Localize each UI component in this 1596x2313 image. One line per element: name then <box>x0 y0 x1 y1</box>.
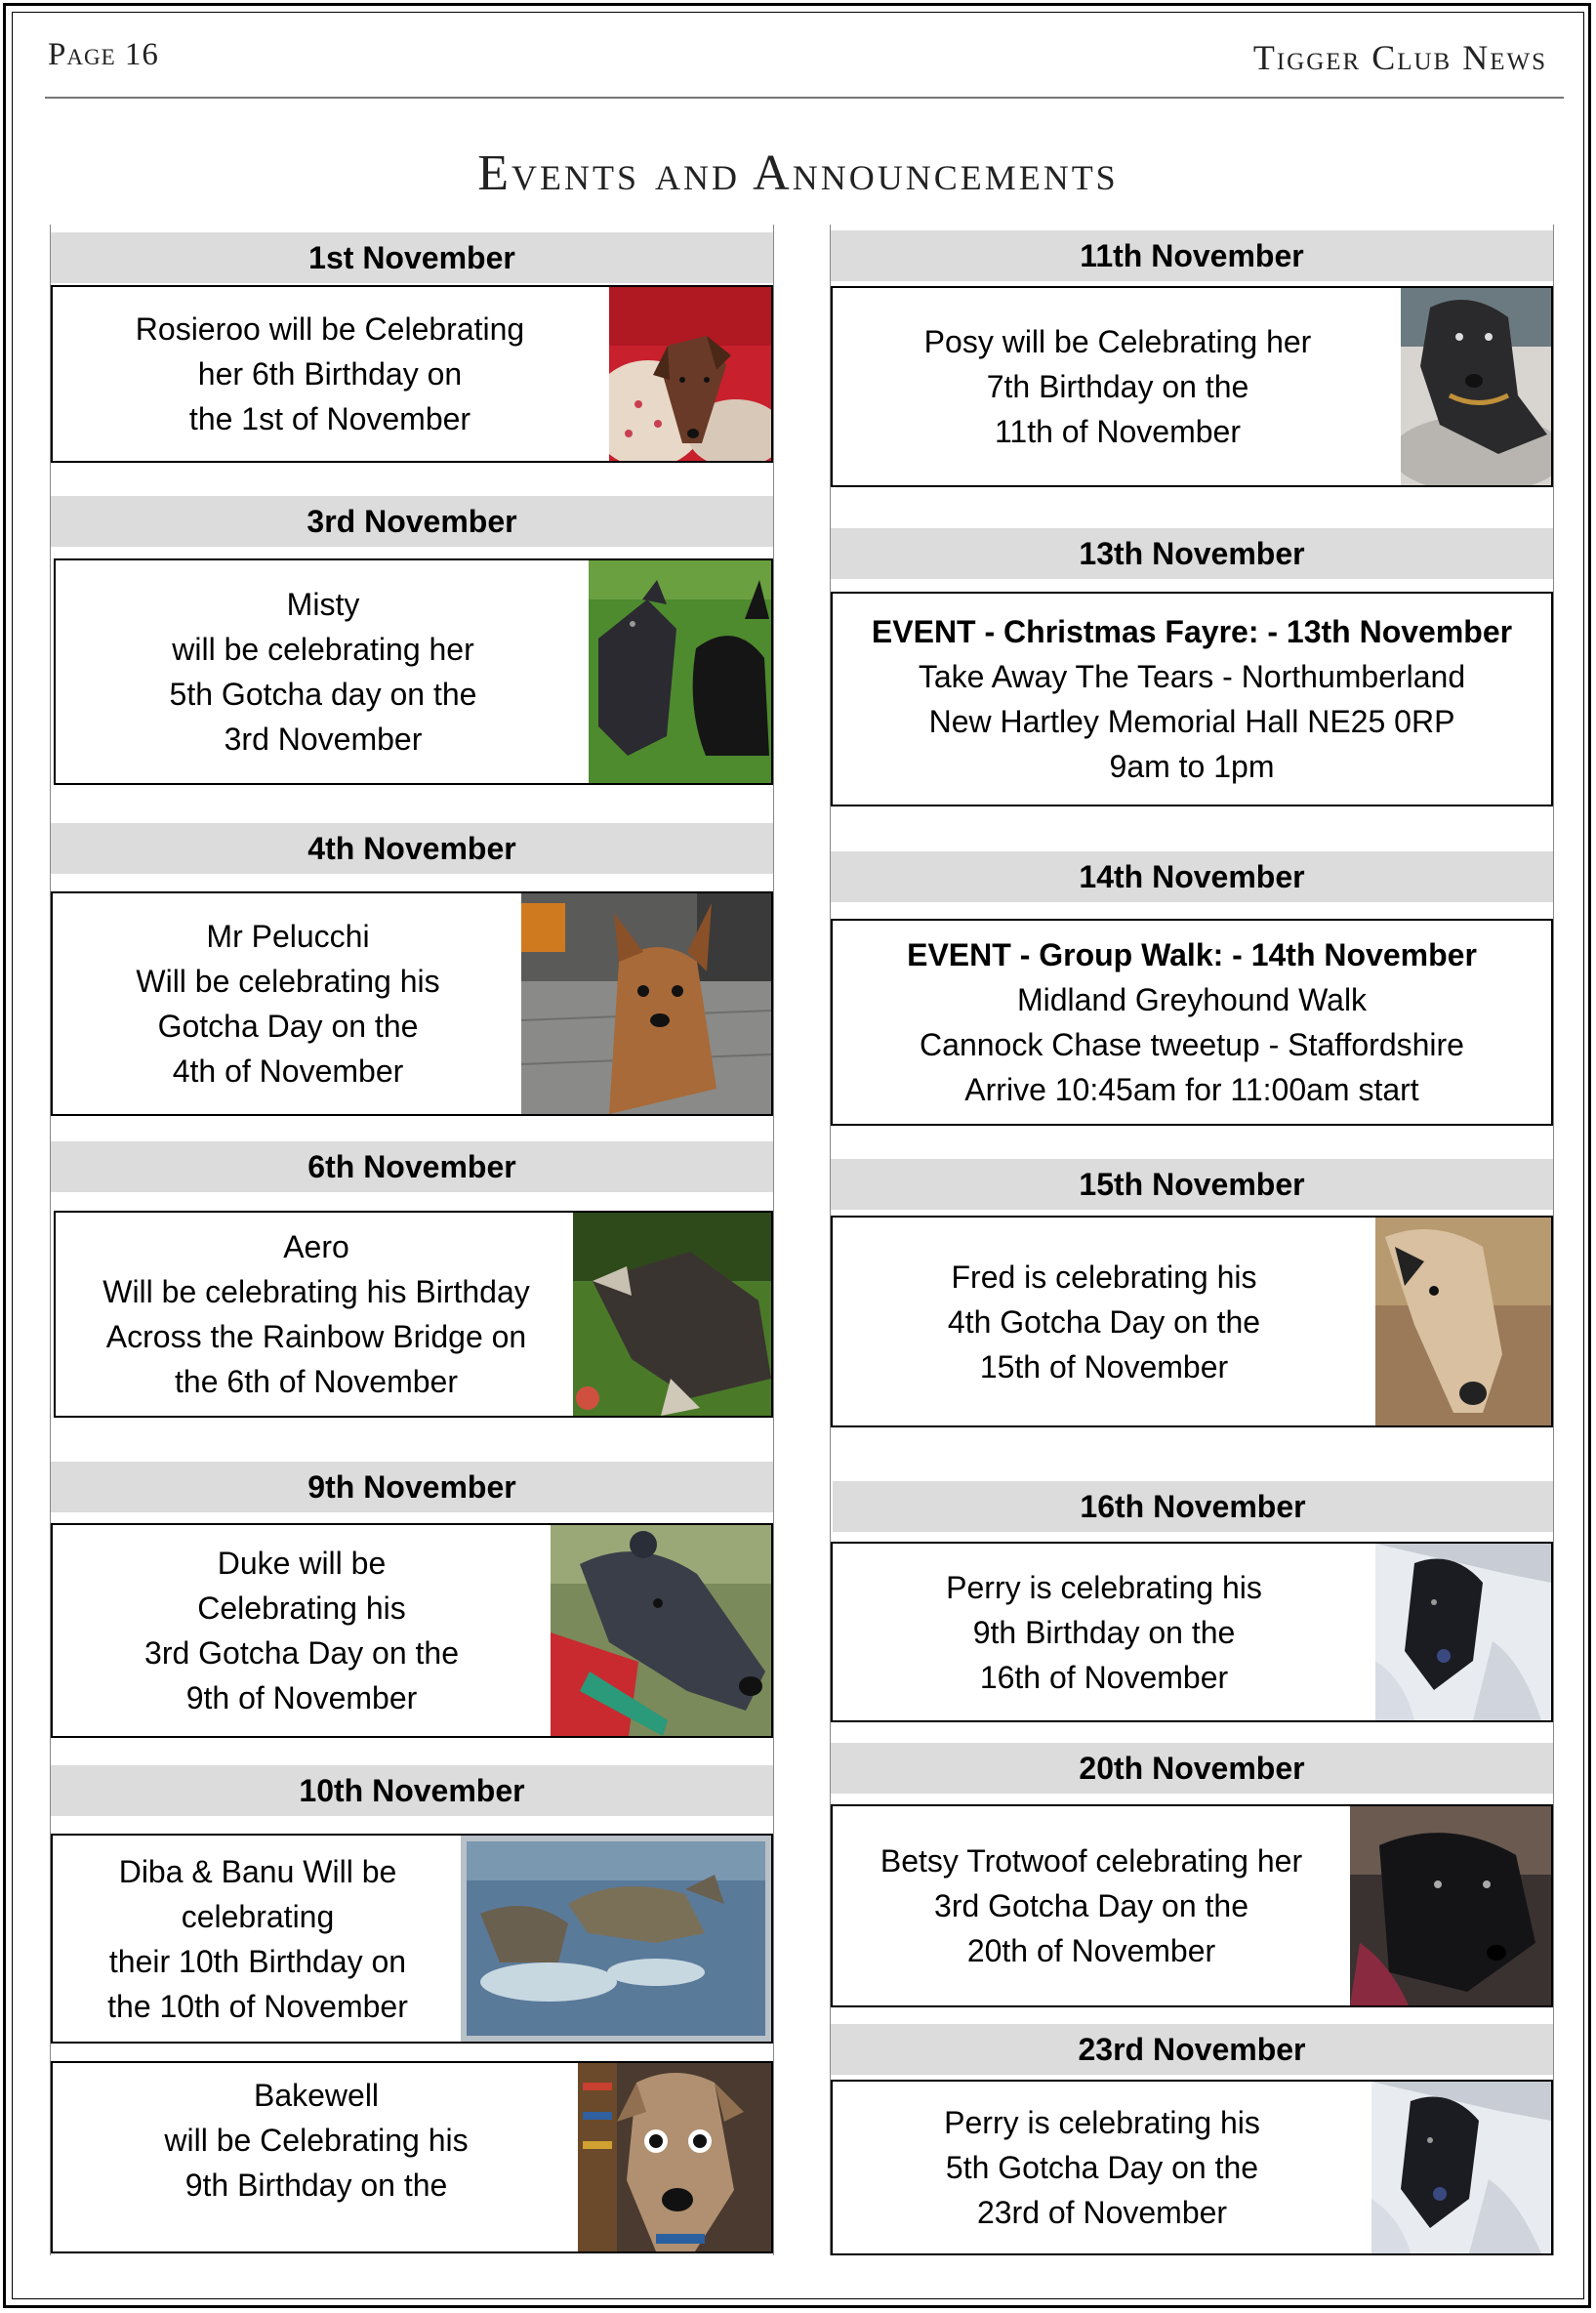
event-organiser: Midland Greyhound Walk <box>1016 982 1368 1017</box>
small-terrier-photo <box>521 893 771 1114</box>
announcement-line: 9th Birthday on the <box>184 2168 448 2203</box>
announcement-line: 5th Gotcha day on the <box>169 677 477 712</box>
announcement-line: Bakewell <box>253 2078 380 2113</box>
announcement-box <box>51 285 773 463</box>
announcement-line: Duke will be <box>217 1546 387 1581</box>
event-organiser: Take Away The Tears - Northumberland <box>918 659 1466 694</box>
date-heading: 10th November <box>51 1765 773 1816</box>
announcement-line: the 10th of November <box>107 1988 408 2024</box>
announcement-line: 7th Birthday on the <box>986 369 1249 404</box>
date-heading: 1st November <box>51 232 773 283</box>
event-title: EVENT - Christmas Fayre: - 13th November <box>871 614 1513 649</box>
announcement-box <box>51 1834 773 2044</box>
announcement-line: will be Celebrating his <box>164 2123 469 2158</box>
announcement-box <box>831 1542 1553 1722</box>
announcement-box <box>54 1211 773 1418</box>
announcement-box <box>831 1804 1553 2007</box>
announcement-line: her 6th Birthday on <box>197 356 463 392</box>
date-heading: 3rd November <box>51 496 773 547</box>
announcement-line: Will be celebrating his <box>136 964 440 999</box>
announcement-line: Fred is celebrating his <box>951 1259 1257 1295</box>
announcement-text <box>56 1213 577 1416</box>
event-time: Arrive 10:45am for 11:00am start <box>964 1072 1419 1107</box>
announcement-line: Will be celebrating his Birthday <box>102 1274 530 1309</box>
event-time: 9am to 1pm <box>1109 749 1275 784</box>
right-column-rule-right <box>1553 225 1554 2255</box>
newsletter-title: Tigger Club News <box>1252 38 1547 77</box>
fawn-greyhound-photo <box>1375 1218 1551 1425</box>
date-heading: 13th November <box>831 528 1553 579</box>
announcement-line: Misty <box>286 587 360 622</box>
announcement-line: 20th of November <box>966 1933 1216 1968</box>
announcement-text <box>833 1806 1350 2005</box>
lurcher-face-photo <box>578 2063 771 2251</box>
announcement-line: their 10th Birthday on <box>108 1943 407 1979</box>
announcement-line: 5th Gotcha Day on the <box>945 2150 1259 2185</box>
announcement-text <box>56 560 591 783</box>
announcement-line: 4th Gotcha Day on the <box>947 1303 1261 1340</box>
announcement-box <box>54 558 773 785</box>
announcement-text <box>53 1836 463 2042</box>
page-number: Page 16 <box>48 37 159 72</box>
date-heading: 4th November <box>51 823 773 874</box>
announcement-line: Perry is celebrating his <box>946 1569 1262 1605</box>
date-heading: 20th November <box>831 1743 1553 1794</box>
announcement-box <box>831 2080 1553 2255</box>
event-text <box>833 594 1551 805</box>
announcement-line: 16th of November <box>979 1659 1229 1695</box>
announcement-text <box>833 1218 1375 1425</box>
announcement-box <box>51 891 773 1116</box>
event-venue: New Hartley Memorial Hall NE25 0RP <box>928 704 1455 739</box>
announcement-line: Diba & Banu Will be <box>118 1853 397 1889</box>
event-box <box>831 592 1553 806</box>
date-heading: 16th November <box>833 1481 1553 1532</box>
announcement-line: Perry is celebrating his <box>944 2105 1260 2140</box>
page-title: Events and Announcements <box>477 145 1119 201</box>
greyhound-head-photo <box>551 1525 771 1736</box>
black-greyhound-in-duvet-photo <box>1371 2082 1551 2253</box>
header-divider <box>45 97 1564 99</box>
two-dogs-on-grass-photo <box>589 560 771 783</box>
announcement-line: 23rd of November <box>976 2195 1228 2230</box>
announcement-text <box>833 1544 1375 1720</box>
announcement-line: 11th of November <box>995 414 1241 449</box>
announcement-text <box>53 893 523 1114</box>
announcement-text <box>53 1525 551 1736</box>
announcement-line: Betsy Trotwoof celebrating her <box>880 1843 1303 1879</box>
black-greyhound-indoors-photo <box>1350 1806 1551 2005</box>
announcement-line: the 1st of November <box>188 401 471 436</box>
announcement-text <box>53 2063 580 2251</box>
announcement-line: the 6th of November <box>175 1364 458 1399</box>
announcement-line: celebrating <box>181 1898 335 1934</box>
announcement-line: 15th of November <box>979 1348 1229 1384</box>
date-heading: 15th November <box>831 1159 1553 1210</box>
date-heading: 23rd November <box>831 2024 1553 2075</box>
announcement-box <box>831 1216 1553 1427</box>
announcement-line: 4th of November <box>172 1053 404 1089</box>
announcement-line: Mr Pelucchi <box>206 919 370 954</box>
date-heading: 14th November <box>831 851 1553 902</box>
announcement-line: 3rd Gotcha Day on the <box>934 1888 1248 1923</box>
announcement-box <box>51 2061 773 2253</box>
left-column-rule-right <box>773 225 774 2255</box>
black-greyhound-in-duvet-photo <box>1375 1544 1551 1720</box>
event-text <box>833 921 1551 1124</box>
announcement-line: Posy will be Celebrating her <box>923 324 1312 359</box>
announcement-box <box>51 1523 773 1738</box>
announcement-line: Gotcha Day on the <box>157 1009 419 1044</box>
announcement-line: will be celebrating her <box>172 632 474 667</box>
announcement-line: 3rd Gotcha Day on the <box>144 1635 459 1671</box>
date-heading: 11th November <box>831 230 1553 281</box>
announcement-box <box>831 286 1553 487</box>
announcement-line: 9th Birthday on the <box>972 1614 1236 1650</box>
event-box <box>831 919 1553 1126</box>
announcement-line: Rosieroo will be Celebrating <box>135 311 525 347</box>
event-venue: Cannock Chase tweetup - Staffordshire <box>920 1027 1464 1062</box>
announcement-line: 3rd November <box>224 722 423 757</box>
announcement-line: Across the Rainbow Bridge on <box>105 1319 527 1354</box>
event-title: EVENT - Group Walk: - 14th November <box>907 937 1477 972</box>
date-heading: 6th November <box>51 1141 773 1192</box>
announcement-text <box>833 2082 1371 2253</box>
greyhound-on-sofa-photo <box>1401 288 1551 485</box>
dog-lying-on-grass-photo <box>573 1213 771 1416</box>
two-dogs-running-in-water-photo <box>461 1836 771 2042</box>
dog-on-red-blanket-photo <box>609 287 771 461</box>
announcement-text <box>833 288 1403 485</box>
announcement-line: Celebrating his <box>197 1590 406 1626</box>
date-heading: 9th November <box>51 1462 773 1512</box>
announcement-line: 9th of November <box>185 1680 418 1715</box>
announcement-line: Aero <box>283 1229 349 1264</box>
announcement-text <box>53 287 607 461</box>
